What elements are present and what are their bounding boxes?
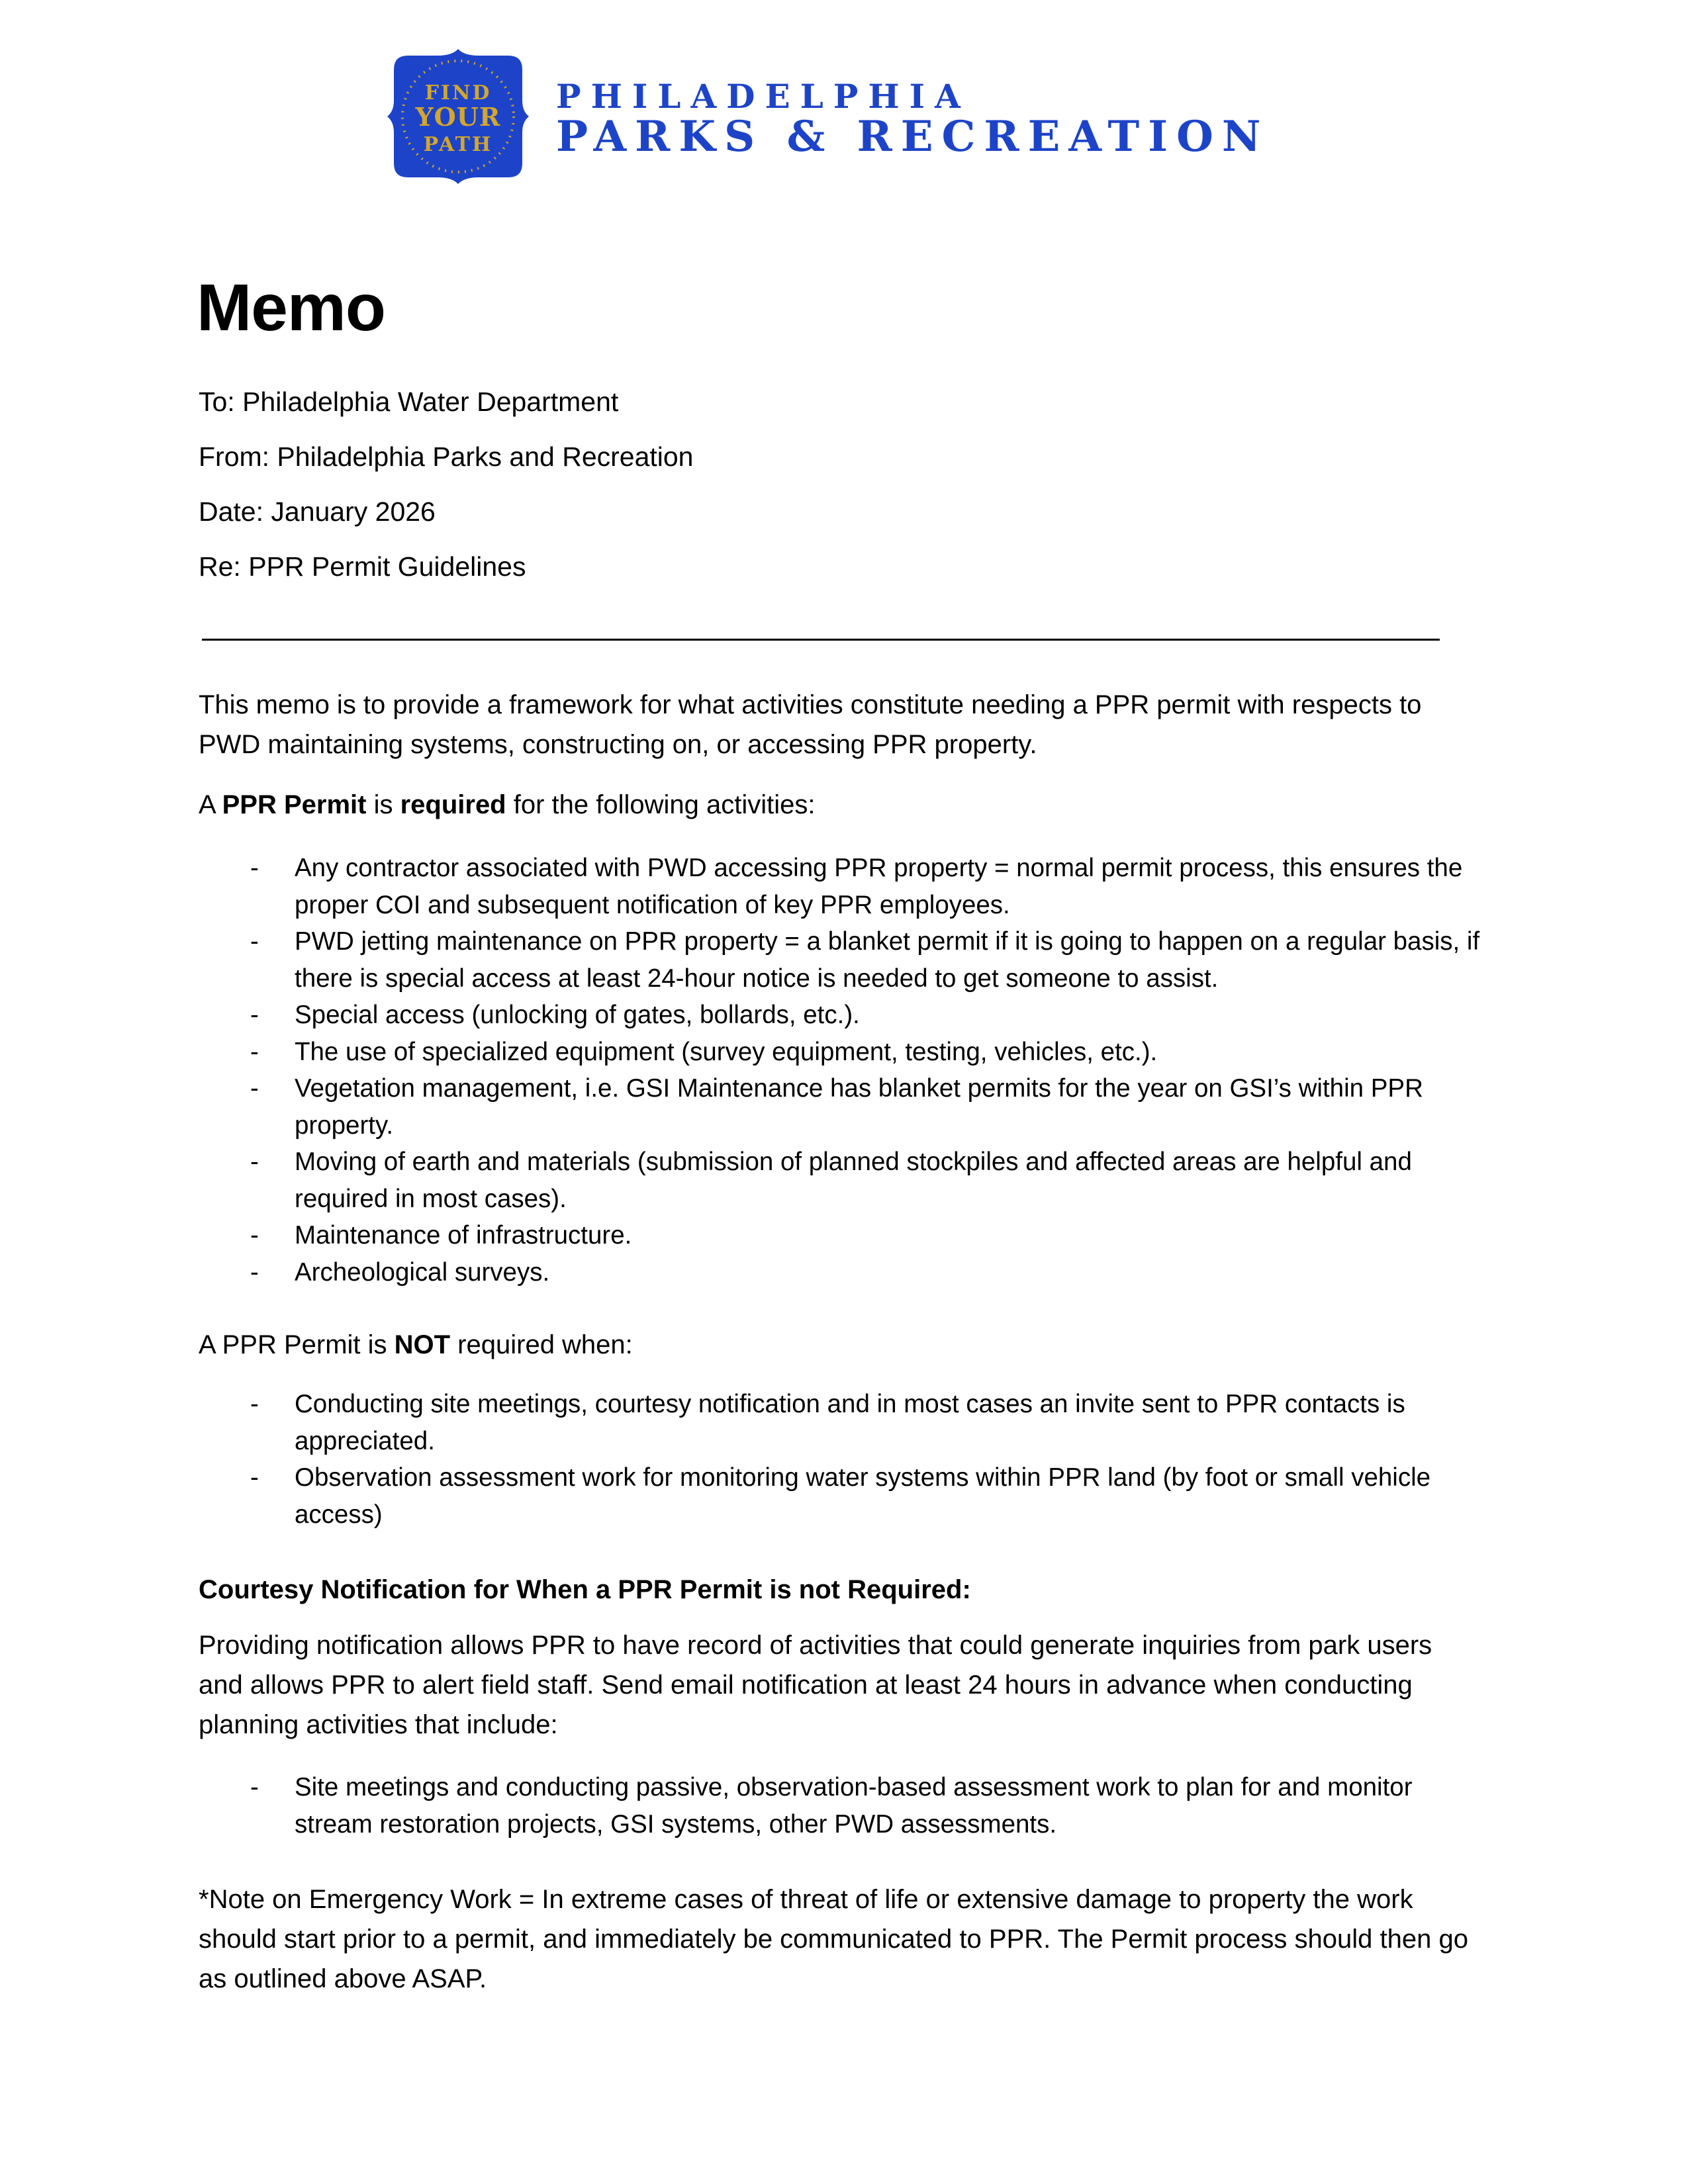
courtesy-paragraph: Providing notification allows PPR to have record of activities that could generate inquiries from park users and allows PPR to alert field staff. Send email notification at least 24 hours in advance when conducting planning activities that include: xyxy=(199,1631,1432,1739)
dash-bullet-icon: - xyxy=(250,927,259,956)
required-list xyxy=(199,850,1496,1291)
bold-required: required xyxy=(400,790,506,819)
badge-line-1: FIND xyxy=(424,81,492,105)
list-item: - Observation assessment work for monitoring water systems within PPR land (by foot or small vehicle access) xyxy=(199,1459,1496,1533)
list-item: - The use of specialized equipment (survey equipment, testing, vehicles, etc.). xyxy=(199,1034,1496,1071)
dash-bullet-icon: - xyxy=(250,1001,259,1029)
memo-from: From: Philadelphia Parks and Recreation xyxy=(199,441,694,472)
logo-line-parks-recreation: PARKS & RECREATION xyxy=(556,112,1270,161)
list-item: - Conducting site meetings, courtesy notification and in most cases an invite sent to PPR contacts is appreciated. xyxy=(199,1386,1496,1459)
list-item: - Any contractor associated with PWD accessing PPR property = normal permit process, this ensures the proper COI and subsequent notification of key PPR employees. xyxy=(199,850,1496,923)
memo-date: Date: January 2026 xyxy=(199,496,436,527)
dash-bullet-icon: - xyxy=(250,1037,259,1066)
list-item: - Moving of earth and materials (submission of planned stockpiles and affected areas are helpful and required in most cases). xyxy=(199,1144,1496,1217)
list-item: - Maintenance of infrastructure. xyxy=(199,1217,1496,1254)
list-item: - Archeological surveys. xyxy=(199,1254,1496,1291)
not-required-lead: A PPR Permit is NOT required when: xyxy=(199,1330,633,1359)
logo-line-philadelphia: PHILADELPHIA xyxy=(556,77,970,116)
memo-to: To: Philadelphia Water Department xyxy=(199,387,619,417)
dash-bullet-icon: - xyxy=(250,1148,259,1176)
courtesy-list xyxy=(199,1769,1496,1843)
memo-re: Re: PPR Permit Guidelines xyxy=(199,551,526,582)
dash-bullet-icon: - xyxy=(250,854,259,882)
intro-paragraph: This memo is to provide a framework for what activities constitute needing a PPR permit with respects to PWD maintaining systems, constructing on, or accessing PPR property. xyxy=(199,690,1422,759)
bold-not: NOT xyxy=(394,1330,451,1359)
dash-bullet-icon: - xyxy=(250,1463,259,1492)
courtesy-heading: Courtesy Notification for When a PPR Permit is not Required: xyxy=(199,1575,971,1604)
dash-bullet-icon: - xyxy=(250,1390,259,1418)
list-item: - Special access (unlocking of gates, bollards, etc.). xyxy=(199,997,1496,1034)
required-lead: A PPR Permit is required for the following activities: xyxy=(199,790,816,819)
find-your-path-badge-icon xyxy=(386,48,530,185)
emergency-note: *Note on Emergency Work = In extreme cases of threat of life or extensive damage to property the work should start prior to a permit, and immediately be communicated to PPR. The Permit process should then go as outlined above ASAP. xyxy=(199,1885,1468,1993)
list-item: - Vegetation management, i.e. GSI Maintenance has blanket permits for the year on GSI’s within PPR property. xyxy=(199,1070,1496,1144)
list-item: - PWD jetting maintenance on PPR property = a blanket permit if it is going to happen on a regular basis, if there is special access at least 24-hour notice is needed to get someone to assist. xyxy=(199,923,1496,997)
dash-bullet-icon: - xyxy=(250,1773,259,1801)
not-required-list xyxy=(199,1386,1496,1533)
org-logo-wordmark xyxy=(556,78,1269,160)
bold-ppr-permit: PPR Permit xyxy=(222,790,367,819)
list-item: - Site meetings and conducting passive, observation-based assessment work to plan for and monitor stream restoration projects, GSI systems, other PWD assessments. xyxy=(199,1769,1496,1843)
dash-bullet-icon: - xyxy=(250,1221,259,1250)
header-divider xyxy=(202,639,1440,641)
dash-bullet-icon: - xyxy=(250,1257,259,1287)
dash-bullet-icon: - xyxy=(250,1074,259,1103)
badge-line-2: YOUR xyxy=(415,102,501,132)
badge-line-3: PATH xyxy=(423,133,493,156)
page-title: Memo xyxy=(197,271,385,345)
